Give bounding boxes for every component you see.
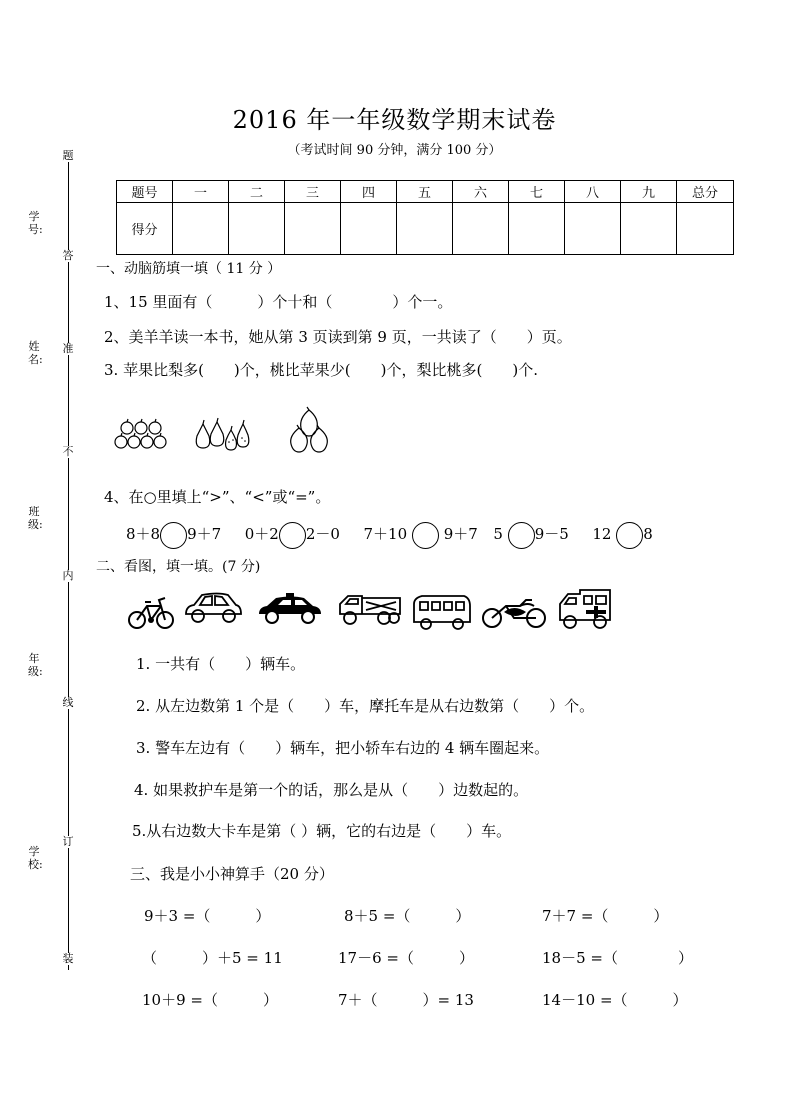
score-cell[interactable] [509,203,565,255]
score-cell[interactable] [173,203,229,255]
compare-right: 9＋7 [443,525,478,543]
section2-heading: 二、看图，填一填。(7 分) [96,559,261,575]
compare-left: 0＋2 [244,525,279,543]
binding-mark: 内 [58,570,78,582]
bus-icon [410,594,472,632]
binding-mark: 装 [58,953,78,965]
compare-right: 9＋7 [187,525,222,543]
compare-left: 12 [592,525,612,543]
binding-mark: 线 [58,697,78,709]
police-car-icon [256,592,324,626]
compare-right: 8 [643,525,653,543]
arith-item: 7＋（ ）= 13 [338,991,474,1009]
page-subtitle: （考试时间 90 分钟，满分 100 分） [287,143,502,158]
question-2-5: 5.从右边数大卡车是第（ ）辆，它的右边是（ ）车。 [132,822,512,840]
apple-group-icon [114,418,174,452]
student-name-label: 姓名: [28,340,43,366]
score-header-cell: 六 [453,181,509,203]
question-1-2: 2、美羊羊读一本书，她从第 3 页读到第 9 页，一共读了（ ）页。 [104,328,572,346]
score-cell[interactable] [285,203,341,255]
score-header-cell: 九 [621,181,677,203]
score-header-cell: 七 [509,181,565,203]
school-label: 学校: [28,845,43,871]
compare-left: 8＋8 [126,525,161,543]
compare-left: 5 [493,525,503,543]
question-1-3: 3. 苹果比梨多( )个，桃比苹果少( )个，梨比桃多( )个. [104,361,538,379]
section1-heading: 一、动脑筋填一填（ 11 分 ） [96,261,282,277]
ambulance-icon [556,586,614,632]
compare-circle[interactable] [279,522,306,549]
motorcycle-icon [480,592,548,630]
arith-item: 18－5 =（ ） [542,949,693,967]
grade-label: 年级: [28,652,43,678]
score-header-cell: 八 [565,181,621,203]
score-cell[interactable] [453,203,509,255]
class-label: 班级: [28,505,43,531]
pear-group-icon [193,416,259,452]
score-header-cell: 四 [341,181,397,203]
score-cell[interactable] [229,203,285,255]
question-2-3: 3. 警车左边有（ ）辆车，把小轿车右边的 4 辆车圈起来。 [136,739,550,757]
arith-item: 10＋9 =（ ） [142,991,278,1009]
score-cell[interactable] [621,203,677,255]
arith-item: 8＋5 =（ ） [344,907,471,925]
binding-mark: 准 [58,343,78,355]
binding-mark: 答 [58,250,78,262]
arith-item: （ ）＋5 = 11 [142,949,283,967]
bicycle-icon [127,592,175,632]
arith-item: 9＋3 =（ ） [144,907,271,925]
score-row-label: 得分 [117,203,173,255]
score-cell[interactable] [565,203,621,255]
score-header-cell: 五 [397,181,453,203]
score-header-cell: 二 [229,181,285,203]
question-2-4: 4. 如果救护车是第一个的话，那么是从（ ）边数起的。 [134,781,529,799]
compare-row [126,521,653,549]
question-1-4: 4、在○里填上“>”、“<”或“=”。 [104,488,331,506]
binding-mark: 订 [58,836,78,848]
question-2-1: 1. 一共有（ ）辆车。 [136,655,306,673]
score-header-cell: 一 [173,181,229,203]
student-id-label: 学号: [28,210,43,236]
score-header-cell: 总分 [677,181,734,203]
arith-item: 14－10 =（ ） [542,991,688,1009]
binding-mark: 不 [58,446,78,458]
score-header-cell: 题号 [117,181,173,203]
arith-item: 7＋7 =（ ） [542,907,669,925]
compare-right: 2－0 [305,525,340,543]
question-2-2: 2. 从左边数第 1 个是（ ）车，摩托车是从右边数第（ ）个。 [136,697,595,715]
peach-group-icon [287,406,331,454]
compare-circle[interactable] [160,522,187,549]
arith-item: 17－6 =（ ） [338,949,474,967]
page-title: 2016 年一年级数学期末试卷 [232,106,557,134]
question-1-1: 1、15 里面有（ ）个十和（ ）个一。 [104,293,453,311]
score-cell[interactable] [341,203,397,255]
compare-circle[interactable] [616,522,643,549]
binding-mark: 题 [58,150,78,162]
compare-circle[interactable] [508,522,535,549]
compare-right: 9－5 [534,525,569,543]
score-table-header-row [117,181,734,203]
score-table [116,180,734,255]
score-header-cell: 三 [285,181,341,203]
score-cell[interactable] [397,203,453,255]
truck-icon [336,588,404,630]
score-cell[interactable] [677,203,734,255]
compare-circle[interactable] [412,522,439,549]
score-table-score-row [117,203,734,255]
compare-left: 7＋10 [363,525,408,543]
car-icon [183,590,243,626]
section3-heading: 三、我是小小神算手（20 分） [130,865,334,883]
